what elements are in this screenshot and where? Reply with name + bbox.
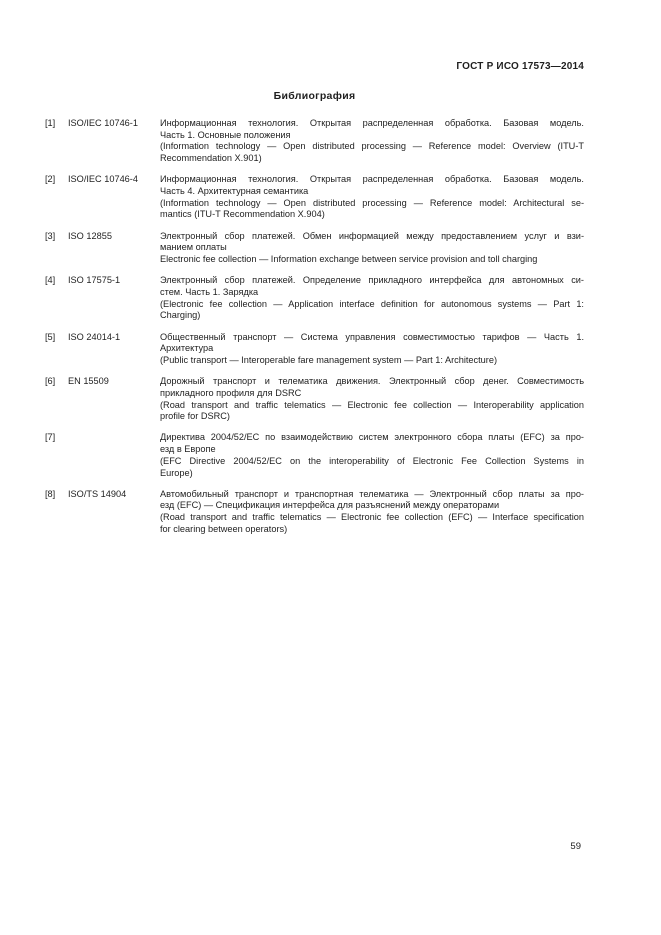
- entry-russian-text: [160, 231, 584, 254]
- document-header: ГОСТ Р ИСО 17573—2014: [456, 61, 584, 72]
- entry-text-line: (Road transport and traffic telematics — Electronic fee collection — Interoperability application: [160, 399, 584, 410]
- entry-russian-text: [160, 275, 584, 298]
- entry-standard-id: ISO/IEC 10746-1: [68, 118, 138, 128]
- bibliography-entry: [45, 432, 585, 479]
- entry-text-line: mantics (ITU-T Recommendation X.904): [160, 209, 325, 220]
- entry-text-line: Информационная технология. Открытая распределенная обработка. Базовая модель.: [160, 118, 584, 128]
- entry-text-line: Дорожный транспорт и телематика движения. Электронный сбор денег. Совместимость: [160, 376, 584, 387]
- entry-text-line: Электронный сбор платежей. Определение прикладного интерфейса для автономных си-: [160, 275, 584, 286]
- entry-english-text: [160, 198, 584, 221]
- entry-text-line: Europe): [160, 467, 193, 478]
- entry-text-line: прикладного профиля для DSRC: [160, 387, 302, 398]
- entry-ref-number: [7]: [45, 432, 56, 443]
- entry-standard-id: [68, 432, 160, 479]
- entry-english-text: [160, 254, 584, 266]
- entry-english-text: [160, 456, 584, 479]
- entry-text-line: Электронный сбор платежей. Обмен информацией между предоставлением услуг и взи-: [160, 230, 584, 241]
- entry-text-line: Electronic fee collection — Information exchange between service provision and toll charging: [160, 254, 538, 265]
- entry-standard-id: ISO 17575-1: [68, 275, 121, 286]
- entry-text-line: Архитектура: [160, 343, 214, 354]
- entry-ref-number: [6]: [45, 376, 56, 387]
- entry-description: [160, 174, 584, 221]
- entry-text-line: (Information technology — Open distributed processing — Reference model: Overview (ITU-T: [160, 141, 584, 152]
- entry-text-line: (Public transport — Interoperable fare management system — Part 1: Architecture): [160, 354, 498, 365]
- entry-description: [160, 332, 584, 367]
- bibliography-entry: [45, 118, 585, 165]
- entry-text-line: манием оплаты: [160, 242, 227, 253]
- bibliography-entry: [45, 275, 585, 322]
- entry-description: [160, 376, 584, 423]
- entry-ref-number: [4]: [45, 275, 56, 286]
- entry-text-line: (Electronic fee collection — Application interface definition for autonomous systems — Part 1:: [160, 298, 584, 309]
- entry-description: [160, 231, 584, 266]
- entry-text-line: Информационная технология. Открытая распределенная обработка. Базовая модель.: [160, 174, 584, 185]
- entry-description: [160, 432, 584, 479]
- entry-text-line: стем. Часть 1. Зарядка: [160, 286, 259, 297]
- entry-ref-number: [3]: [45, 230, 56, 241]
- entry-text-line: (Information technology — Open distributed processing — Reference model: Architectural se-: [160, 197, 584, 208]
- page-title: Библиография: [273, 90, 356, 102]
- entry-standard-id: ISO/IEC 10746-4: [68, 174, 138, 185]
- entry-text-line: Директива 2004/52/ЕС по взаимодействию систем электронного сбора платы (EFC) за про-: [160, 432, 584, 443]
- bibliography-entry: [45, 174, 585, 221]
- entry-text-line: for clearing between operators): [160, 523, 288, 534]
- entry-text-line: profile for DSRC): [160, 411, 230, 422]
- entry-text-line: (Road transport and traffic telematics — Electronic fee collection (EFC) — Interface specification: [160, 512, 584, 523]
- entry-standard-id: ISO 24014-1: [68, 331, 121, 342]
- entry-russian-text: [160, 376, 584, 399]
- entry-text-line: Recommendation X.901): [160, 153, 262, 164]
- bibliography-list: [45, 118, 585, 536]
- entry-russian-text: [160, 118, 584, 141]
- entry-description: [160, 118, 584, 165]
- bibliography-entry: [45, 376, 585, 423]
- entry-text-line: Charging): [160, 310, 201, 321]
- entry-ref-number: [5]: [45, 331, 56, 342]
- page-number: 59: [570, 841, 581, 852]
- bibliography-entry: [45, 332, 585, 367]
- entry-text-line: Часть 4. Архитектурная семантика: [160, 186, 309, 197]
- entry-text-line: (EFC Directive 2004/52/EC on the interoperability of Electronic Fee Collection Systems in: [160, 455, 584, 466]
- entry-ref-number: [8]: [45, 488, 56, 499]
- entry-russian-text: [160, 489, 584, 512]
- entry-text-line: Автомобильный транспорт и транспортная телематика — Электронный сбор платы за про-: [160, 488, 584, 499]
- entry-text-line: Часть 1. Основные положения: [160, 129, 291, 140]
- entry-description: [160, 275, 584, 322]
- entry-english-text: [160, 299, 584, 322]
- entry-text-line: езд (EFC) — Спецификация интерфейса для разъяснений между операторами: [160, 500, 500, 511]
- entry-english-text: [160, 355, 584, 367]
- entry-russian-text: [160, 332, 584, 355]
- entry-english-text: [160, 141, 584, 164]
- entry-russian-text: [160, 174, 584, 197]
- entry-standard-id: ISO/TS 14904: [68, 488, 127, 499]
- entry-text-line: езд в Европе: [160, 444, 216, 455]
- entry-ref-number: [2]: [45, 174, 56, 185]
- entry-russian-text: [160, 432, 584, 455]
- entry-ref-number: [1]: [45, 118, 56, 128]
- bibliography-entry: [45, 231, 585, 266]
- entry-description: [160, 489, 584, 536]
- entry-english-text: [160, 400, 584, 423]
- entry-standard-id: EN 15509: [68, 376, 109, 387]
- bibliography-entry: [45, 489, 585, 536]
- entry-standard-id: ISO 12855: [68, 230, 112, 241]
- entry-text-line: Общественный транспорт — Система управления совместимостью тарифов — Часть 1.: [160, 331, 584, 342]
- entry-english-text: [160, 512, 584, 535]
